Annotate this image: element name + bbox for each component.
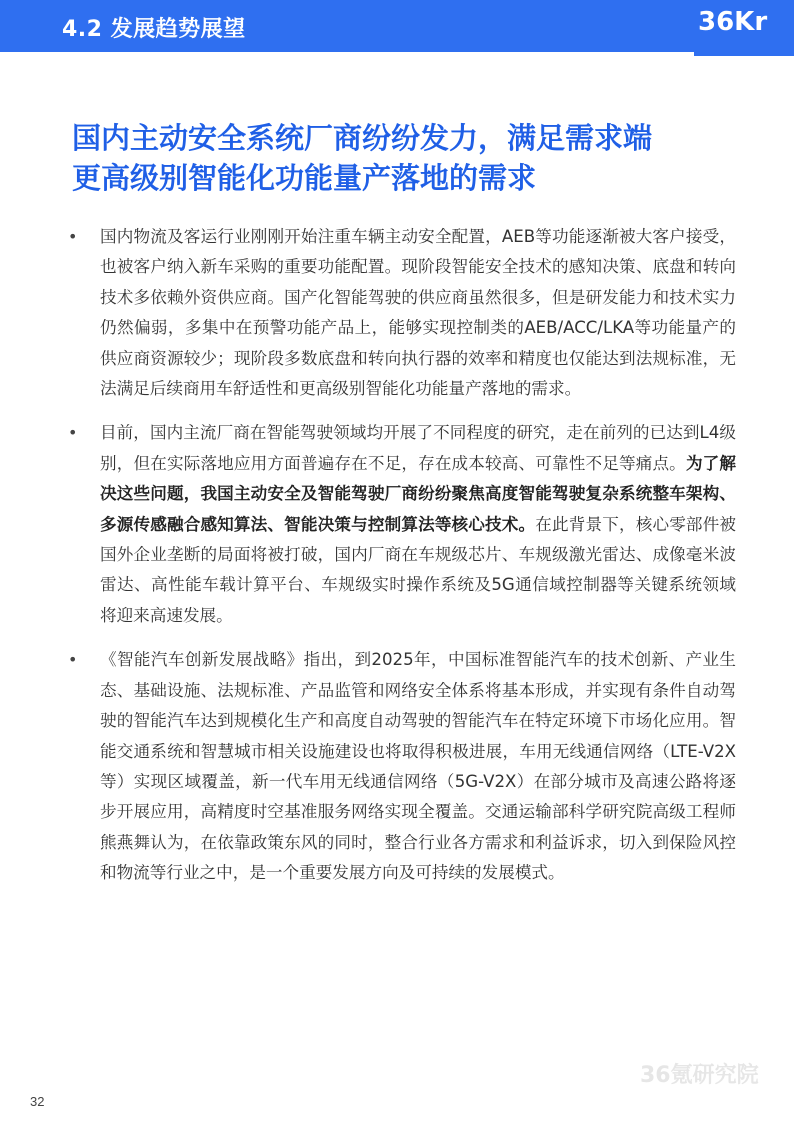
paragraph-text-bold: 为了解决这些问题，我国主动安全及智能驾驶厂商纷纷聚焦高度智能驾驶复杂系统整车架构、多源传感融合感知算法、智能决策与控制算法等核心技术。: [100, 453, 737, 534]
logo-text: 36Kr: [698, 7, 768, 37]
heading-line-2: 更高级别智能化功能量产落地的需求: [72, 161, 537, 195]
section-title: 4.2 发展趋势展望: [62, 17, 246, 42]
page-number: 32: [30, 1094, 45, 1109]
paragraph-text: 《智能汽车创新发展战略》指出，到2025年，中国标准智能汽车的技术创新、产业生态、基础设施、法规标准、产品监管和网络安全体系将基本形成，并实现有条件自动驾驶的智能汽车达到规模化生产和高度自动驾驶的智能汽车在特定环境下市场化应用。智能交通系统和智慧城市相关设施建设也将取得积极进展，车用无线通信网络（LTE-V2X等）实现区域覆盖，新一代车用无线通信网络（5G-V2X）在部分城市及高速公路将逐步开展应用，高精度时空基准服务网络实现全覆盖。交通运输部科学研究院高级工程师熊燕舞认为，在依靠政策东风的同时，整合行业各方需求和利益诉求，切入到保险风控和物流等行业之中，是一个重要发展方向及可持续的发展模式。: [100, 650, 736, 883]
bullet-marker: •: [68, 423, 78, 443]
paragraph-text: [100, 418, 736, 631]
watermark-text: 36氪研究院: [640, 1063, 759, 1088]
watermark-logo: [636, 1052, 786, 1102]
paragraph-text-plain-2: 在此背景下，核心零部件被国外企业垄断的局面将被打破，国内厂商在车规级芯片、车规级激光雷达、成像毫米波雷达、高性能车载计算平台、车规级实时操作系统及5G通信域控制器等关键系统领域将迎来高速发展。: [100, 514, 737, 625]
bullet-list: [66, 222, 736, 903]
page-heading: [72, 118, 752, 198]
bullet-marker: •: [68, 227, 78, 246]
list-item: [66, 418, 736, 631]
paragraph-text-plain: 目前，国内主流厂商在智能驾驶领域均开展了不同程度的研究，走在前列的已达到L4级别，但在实际落地应用方面普遍存在不足，存在成本较高、可靠性不足等痛点。: [100, 423, 736, 473]
paragraph-text: 国内物流及客运行业刚刚开始注重车辆主动安全配置，AEB等功能逐渐被大客户接受，也被客户纳入新车采购的重要功能配置。现阶段智能安全技术的感知决策、底盘和转向技术多依赖外资供应商。国产化智能驾驶的供应商虽然很多，但是研发能力和技术实力仍然偏弱，多集中在预警功能产品上，能够实现控制类的AEB/ACC/LKA等功能量产的供应商资源较少；现阶段多数底盘和转向执行器的效率和精度也仅能达到法规标准，无法满足后续商用车舒适性和更高级别智能化功能量产落地的需求。: [100, 227, 736, 399]
list-item: [66, 645, 736, 888]
36kr-logo: [694, 0, 794, 56]
list-item: [66, 222, 736, 404]
heading-line-1: 国内主动安全系统厂商纷纷发力，满足需求端: [72, 121, 653, 155]
bullet-marker: •: [68, 650, 78, 670]
